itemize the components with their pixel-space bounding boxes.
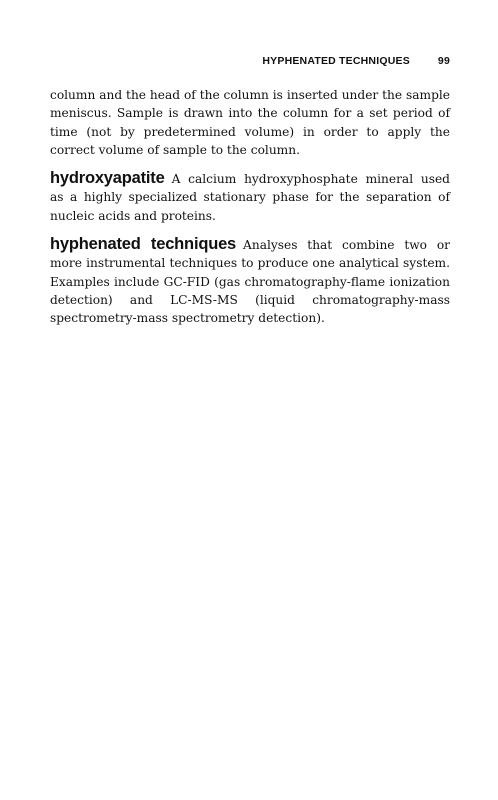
entry-term: hydroxyapatite: [50, 169, 165, 188]
glossary-entry-hyphenated-techniques: [50, 235, 450, 327]
running-title: HYPHENATED TECHNIQUES: [262, 55, 410, 67]
glossary-entry-hydroxyapatite: [50, 169, 450, 225]
entry-term: hyphenated techniques: [50, 235, 237, 254]
page-number: 99: [437, 55, 450, 67]
entry-definition: A calcium hydroxyphosphate mineral used as a highly specialized stationary phase for the separation of nucleic acids and proteins.: [50, 172, 450, 223]
page-body: [50, 86, 450, 328]
running-head: [262, 55, 450, 67]
continuation-paragraph: column and the head of the column is inserted under the sample meniscus. Sample is drawn into the column for a set period of time (not by predetermined volume) in order to apply the correct volume of sample to the column.: [50, 88, 450, 157]
entry-definition: Analyses that combine two or more instrumental techniques to produce one analytical system. Examples include GC-FID (gas chromatography-flame ionization detection) and LC-MS-MS (liquid chromatography-mass spectrometry-mass spectrometry detection).: [50, 238, 450, 326]
